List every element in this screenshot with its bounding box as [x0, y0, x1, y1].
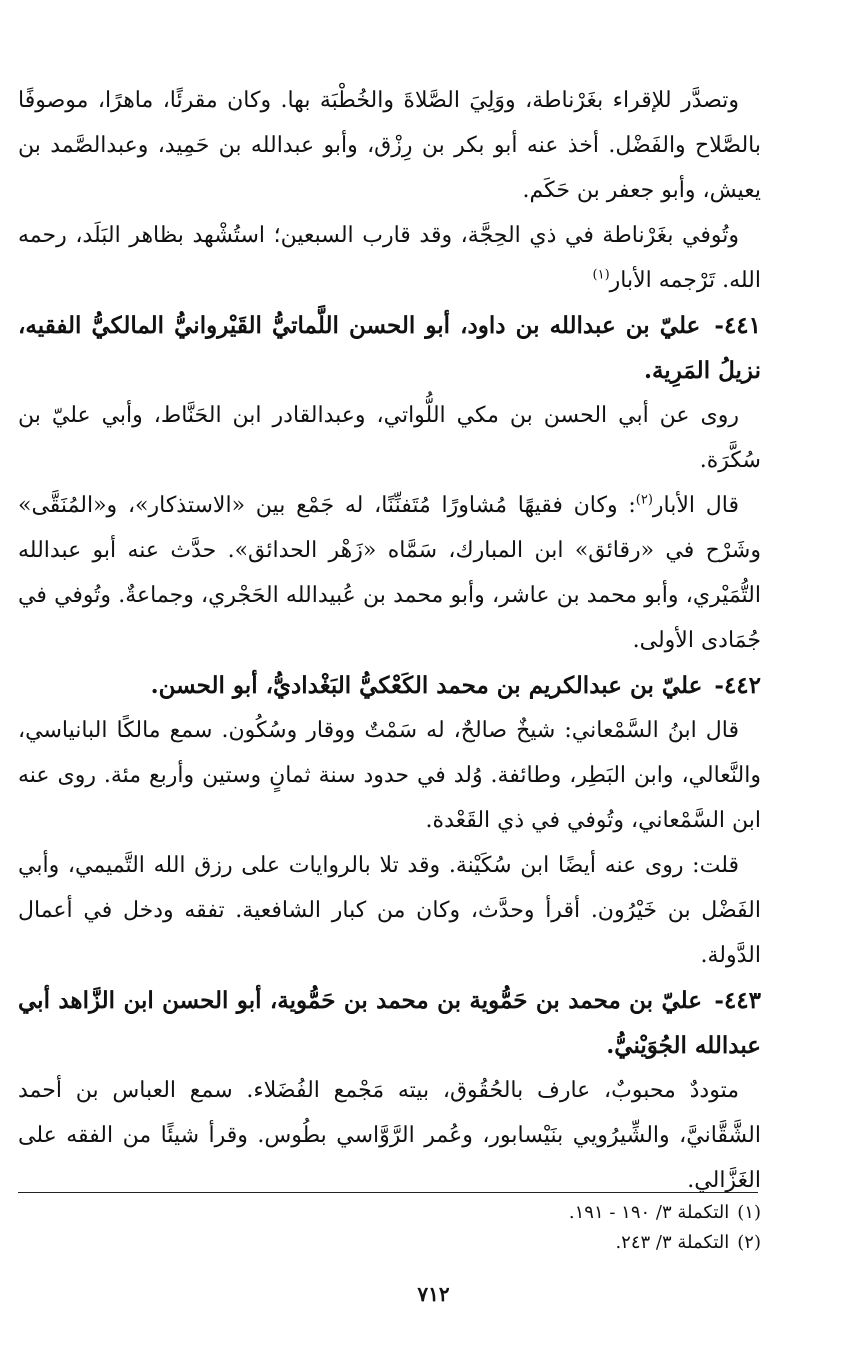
footnote-reference[interactable]: (١): [592, 267, 610, 283]
footnote-text: التكملة ٣/ ٢٤٣.: [615, 1232, 730, 1253]
entry-heading-442: [18, 663, 761, 708]
paragraph-text: وتصدَّر للإقراء بغَرْناطة، ووَلِيَ الصَّلاةَ والخُطْبَة بها. وكان مقرئًا، ماهرًا، موصوفًا بالصَّلاح والفَضْل. أخذ عنه أبو بكر بن رِزْق، وأبو عبدالله بن حَمِيد، وعبدالصَّمد بن يعيش، وأبو جعفر بن حَكَم.: [18, 88, 761, 203]
footnote: [21, 1228, 761, 1258]
paragraph: [18, 843, 761, 978]
paragraph-text: متوددٌ محبوبٌ، عارف بالحُقُوق، بيته مَجْمع الفُضَلاء. سمع العباس بن أحمد الشَّقَّانيَّ، والشِّيرُويي بنَيْسابور، وعُمر الرَّوَّاسي بطُوس. وقرأ شيئًا من الفقه على الغَزَّالي.: [18, 1078, 761, 1193]
paragraph: [18, 78, 761, 213]
paragraph: [18, 213, 761, 303]
entry-title: عليّ بن محمد بن حَمُّوية بن محمد بن حَمُّوية، أبو الحسن ابن الزَّاهد أبي عبدالله الجُوَيْنيُّ.: [18, 987, 761, 1059]
entry-number: ٤٤٢-: [714, 672, 761, 699]
footnote-text: التكملة ٣/ ١٩٠ - ١٩١.: [568, 1202, 730, 1223]
paragraph-text: قال الأبار: [652, 493, 739, 518]
paragraph-text: قلت: روى عنه أيضًا ابن سُكَيْنة. وقد تلا بالروايات على رزق الله التَّميمي، وأبي الفَضْل بن خَيْرُون. أقرأ وحدَّث، وكان من كبار الشافعية. تفقه ودخل في أعمال الدَّولة.: [18, 853, 761, 968]
paragraph-text: روى عن أبي الحسن بن مكي اللُّواتي، وعبدالقادر ابن الحَنَّاط، وأبي عليّ بن سُكَّرَة.: [18, 403, 761, 473]
main-text: [18, 78, 761, 1203]
page-number: ٧١٢: [417, 1282, 450, 1306]
footnote-separator: [18, 1192, 758, 1193]
paragraph: [18, 708, 761, 843]
entry-title: عليّ بن عبدالكريم بن محمد الكَعْكيُّ البَغْداديُّ، أبو الحسن.: [150, 672, 703, 699]
footnote-mark: (١): [737, 1202, 761, 1223]
footnote: [21, 1198, 761, 1228]
paragraph: [18, 393, 761, 483]
paragraph-text: قال ابنُ السَّمْعاني: شيخٌ صالحٌ، له سَمْتٌ ووقار وسُكُون. سمع مالكًا البانياسي، والنَّعالي، وابن البَطِر، وطائفة. وُلد في حدود سنة ثمانٍ وستين وأربع مئة. روى عنه ابن السَّمْعاني، وتُوفي في ذي القَعْدة.: [18, 718, 761, 833]
paragraph-text: وتُوفي بغَرْناطة في ذي الحِجَّة، وقد قارب السبعين؛ استُشْهد بظاهر البَلَد، رحمه الله. تَرْجمه الأبار: [18, 223, 761, 293]
footnote-reference[interactable]: (٢): [635, 492, 653, 508]
paragraph: [18, 1068, 761, 1203]
paragraph-text: : وكان فقيهًا مُشاورًا مُتَفنِّنًا، له جَمْع بين «الاستذكار»، و«المُنَقَّى» وشَرْح في «رقائق» ابن المبارك، سَمَّاه «زَهْر الحدائق». حدَّث عنه أبو عبدالله التُّمَيْري، وأبو محمد بن عاشر، وأبو محمد بن عُبيدالله الحَجْري، وجماعةٌ. وتُوفي في جُمَادى الأولى.: [18, 493, 761, 653]
paragraph: [18, 483, 761, 663]
footnotes: [21, 1198, 761, 1258]
entry-number: ٤٤٣-: [714, 987, 761, 1014]
entry-heading-443: [18, 978, 761, 1068]
entry-heading-441: [18, 303, 761, 393]
footnote-mark: (٢): [737, 1232, 761, 1253]
entry-number: ٤٤١-: [714, 312, 761, 339]
entry-title: عليّ بن عبدالله بن داود، أبو الحسن اللَّماتيُّ القَيْروانيُّ المالكيُّ الفقيه، نزيلُ المَرِية.: [18, 312, 761, 384]
